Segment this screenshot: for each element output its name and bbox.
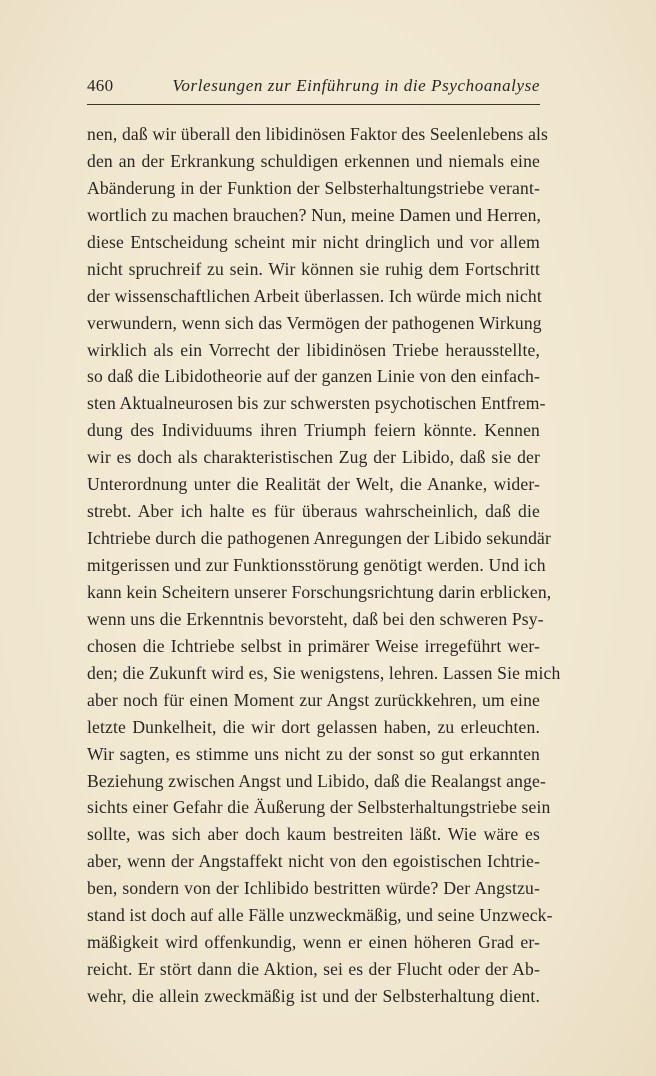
text-line: Ichtriebe durch die pathogenen Anregungen der Libido sekundär — [87, 528, 551, 549]
text-line: letzte Dunkelheit, die wir dort gelassen haben, zu erleuchten. — [87, 716, 540, 737]
text-line: so daß die Libidotheorie auf der ganzen Linie von den einfach- — [87, 366, 540, 387]
text-line: strebt. Aber ich halte es für überaus wahrscheinlich, daß die — [87, 501, 540, 522]
text-line: wenn uns die Erkenntnis bevorsteht, daß bei den schweren Psy- — [87, 608, 544, 629]
text-line: nen, daß wir überall den libidinösen Faktor des Seelenlebens als — [87, 124, 549, 144]
text-line: dung des Individuums ihren Triumph feiern könnte. Kennen — [87, 420, 540, 441]
text-line: sollte, was sich aber doch kaum bestreiten läßt. Wie wäre es — [87, 824, 540, 845]
running-head — [87, 76, 540, 100]
text-line: aber noch für einen Moment zur Angst zurückkehren, um eine — [87, 689, 540, 710]
text-line: mitgerissen und zur Funktionsstörung genötigt werden. Und ich — [87, 555, 546, 575]
text-line: Beziehung zwischen Angst und Libido, daß die Realangst ange- — [87, 770, 546, 791]
text-line: verwundern, wenn sich das Vermögen der pathogenen Wirkung — [87, 312, 542, 333]
text-line: wehr, die allein zweckmäßig ist und der Selbsterhaltung dient. — [87, 986, 540, 1006]
text-line: chosen die Ichtriebe selbst in primärer Weise irregeführt wer- — [87, 635, 540, 656]
text-line: reicht. Er stört dann die Aktion, sei es der Flucht oder der Ab- — [87, 959, 540, 980]
text-line: kann kein Scheitern unserer Forschungsrichtung darin erblicken, — [87, 581, 552, 602]
text-line: diese Entscheidung scheint mir nicht dringlich und vor allem — [87, 231, 540, 252]
text-line: nicht spruchreif zu sein. Wir können sie ruhig dem Fortschritt — [87, 258, 540, 279]
text-line: den; die Zukunft wird es, Sie wenigstens, lehren. Lassen Sie mich — [87, 662, 561, 683]
text-line: Abänderung in der Funktion der Selbsterhaltungstriebe verant- — [87, 177, 540, 198]
text-line: der wissenschaftlichen Arbeit überlassen. Ich würde mich nicht — [87, 285, 542, 306]
header-rule — [87, 104, 540, 105]
text-line: ben, sondern von der Ichlibido bestritten würde? Der Angstzu- — [87, 878, 540, 899]
text-line: mäßigkeit wird offenkundig, wenn er einen höheren Grad er- — [87, 932, 540, 953]
page-number: 460 — [87, 76, 114, 95]
text-line: stand ist doch auf alle Fälle unzweckmäßig, und seine Unzweck- — [87, 905, 553, 926]
text-line: den an der Erkrankung schuldigen erkennen und niemals eine — [87, 150, 540, 171]
body-paragraph — [87, 121, 561, 1010]
text-line: sten Aktualneurosen bis zur schwersten psychotischen Entfrem- — [87, 393, 546, 414]
text-line: wirklich als ein Vorrecht der libidinösen Triebe herausstellte, — [87, 339, 540, 360]
text-line: wir es doch als charakteristischen Zug der Libido, daß sie der — [87, 447, 540, 468]
running-title: Vorlesungen zur Einführung in die Psychoanalyse — [172, 76, 540, 95]
text-line: wortlich zu machen brauchen? Nun, meine Damen und Herren, — [87, 204, 542, 225]
text-line: Unterordnung unter die Realität der Welt, die Ananke, wider- — [87, 474, 540, 495]
text-line: sichts einer Gefahr die Äußerung der Selbsterhaltungstriebe sein — [87, 797, 551, 818]
text-line: aber, wenn der Angstaffekt nicht von den egoistischen Ichtrie- — [87, 851, 540, 872]
text-line: Wir sagten, es stimme uns nicht zu der sonst so gut erkannten — [87, 743, 540, 764]
